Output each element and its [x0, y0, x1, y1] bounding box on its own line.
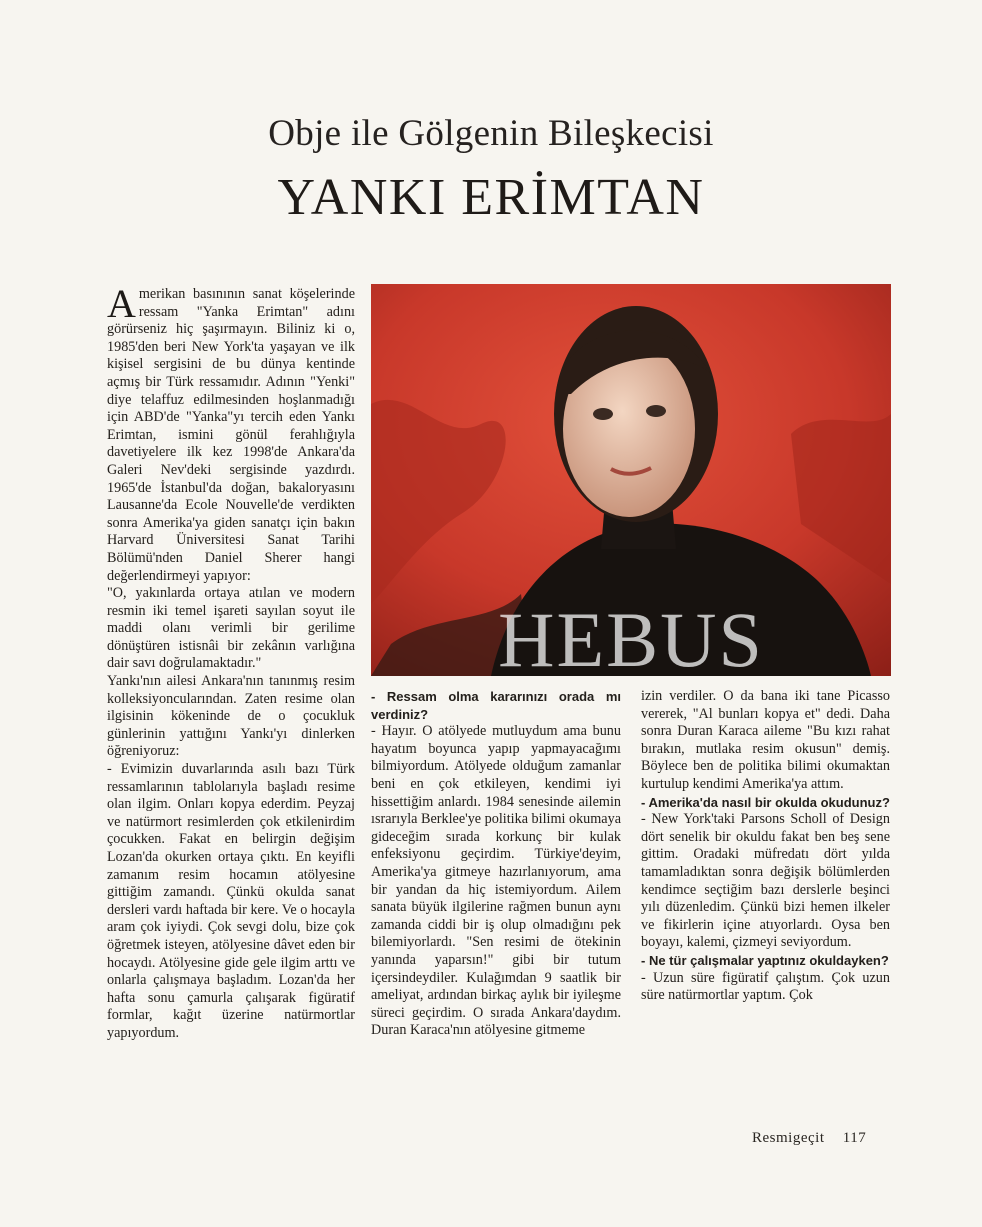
page-number: 117	[842, 1130, 867, 1146]
column-3-text-1: izin verdiler. O da bana iki tane Picasso vererek, "Al bunları kopya et" dedi. Daha sonra Duran Karaca aileme "Bu kızı rahat bırakın, mutlaka resim okusun" demiş. Böylece ben de politika bilimi okumaktan kurtulup kendimi Amerika'ya attım.	[641, 688, 890, 792]
column-3-text-3: - Uzun süre figüratif çalıştım. Çok uzun süre natürmortlar yaptım. Çok	[641, 969, 890, 1004]
question-1: - Ressam olma kararınızı orada mı verdiniz?	[371, 689, 621, 722]
question-3: - Ne tür çalışmalar yaptınız okuldayken?	[641, 952, 889, 968]
watermark-text: HEBUS	[498, 596, 764, 683]
article-column-3	[641, 688, 890, 1005]
article-title: YANKI ERİMTAN	[277, 169, 705, 226]
article-subtitle: Obje ile Gölgenin Bileşkecisi	[268, 113, 714, 154]
article-column-1	[107, 281, 355, 1043]
magazine-name: Resmigeçit	[752, 1130, 825, 1146]
column-2-text: - Hayır. O atölyede mutluydum ama bunu hayatım boyunca yapıp yapmayacağımı bilmiyordum. Atölyede olduğum zamanlar beni en çok etkileyen, kendimi iyi hissettiğim anlardı. 1984 senesinde ailemin ısrarıyla Berklee'ye politika bilimi okumaya gideceğim sırada korkunç bir kulak enfeksiyonu geçirdim. Türkiye'deyim, Amerika'ya gitmeye hazırlanıyorum, ama bir yandan da hiç istemiyordum. Ailem sanata büyük ilgilerine rağmen bunun aynı zamanda ciddi bir iş olup olmadığını pek bilemiyorlardı. "Sen resimi de ötekinin yanında yaparsın!" gibi bir tutum içersindeydiler. Kulağımdan 9 saatlik bir ameliyat, ardından birkaç aylık bir iyileşme süreci geçirdim. O sırada Ankara'daydım. Duran Karaca'nın atölyesine gitmeme	[371, 723, 621, 1039]
page-footer	[752, 1130, 880, 1147]
column-3-text-2: - New York'taki Parsons Scholl of Design dört senelik bir okuldu fakat ben beş sene gittim. Oradaki müfredatı dört yılda tamamladıktan sonra değişik bölümlerden kendimce seçtiğim bazı derslerle beşinci yılı düzenledim. Çünkü bizi hemen ilkeler ve fikirlerin içine atıyorlardı. Oysa ben boyayı, kalemi, çizmeyi seviyordum.	[641, 811, 890, 951]
column-1-text: merikan basınının sanat köşelerinde ressam "Yanka Erimtan" adını görürseniz hiç şaşırmayın. Biliniz ki o, 1985'den beri New York'ta yaşayan ve ilk kişisel sergisini de bu dünya kentinde açmış bir Türk ressamıdır. Adının "Yenki" diye telaffuz edilmesinden hoşlanmadığı için ABD'de "Yanka"yı tercih eden Yankı Erimtan, ismini gönül ferahlığıyla davetiyelere ilk kez 1998'de Ankara'da Galeri Nev'deki sergisinde yazdırdı. 1965'de İstanbul'da doğan, bakaloryasını Lausanne'da Ecole Nouvelle'de verdikten sonra Amerika'ya giden sanatçı için bakın Harvard Üniversitesi Sanat Tarihi Bölümü'nden Daniel Sherer hangi değerlendirmeyi yapıyor: "O, yakınlarda ortaya atılan ve modern resmin iki temel işareti sayılan soyut ile maddi olanı verimli bir gerilime dönüştüren istisnâi bir zekânın varlığına dair savı doğrulamaktadır." Yankı'nın ailesi Ankara'nın tanınmış resim kolleksiyoncularından. Zaten resime olan ilgisinin kökeninde de o çocukluk günlerinin yattığını Yankı'yı dinlerken öğreniyoruz: - Evimizin duvarlarında asılı bazı Türk ressamlarının tablolarıyla başladı resime olan ilgim. Onları kopya ederdim. Peyzaj ve natürmort resimlerden çok etkilenirdim çocukken. Fakat en belirgin değişim Lozan'da okurken ortaya çıktı. En keyifli zamanım resim hocamın atölyesine gittiğim zamandı. Çünkü okulda sanat dersleri vardı haftada bir kere. Ve o hocayla aram çok iyiydi. Çok sevgi dolu, bize çok öğretmek isteyen, atölyesine dâvet eden bir hocaydı. Atölyesine gide gele ilgim arttı ve onlarla çalışmaya başladım. Lozan'da her hafta sonu çamurla çalışarak figüratif formlar, kağıt üzerine natürmortlar yapıyordum.	[107, 286, 355, 1041]
article-column-2	[371, 688, 621, 1040]
drop-cap: A	[107, 281, 136, 326]
question-2: - Amerika'da nasıl bir okulda okudunuz?	[641, 794, 890, 810]
